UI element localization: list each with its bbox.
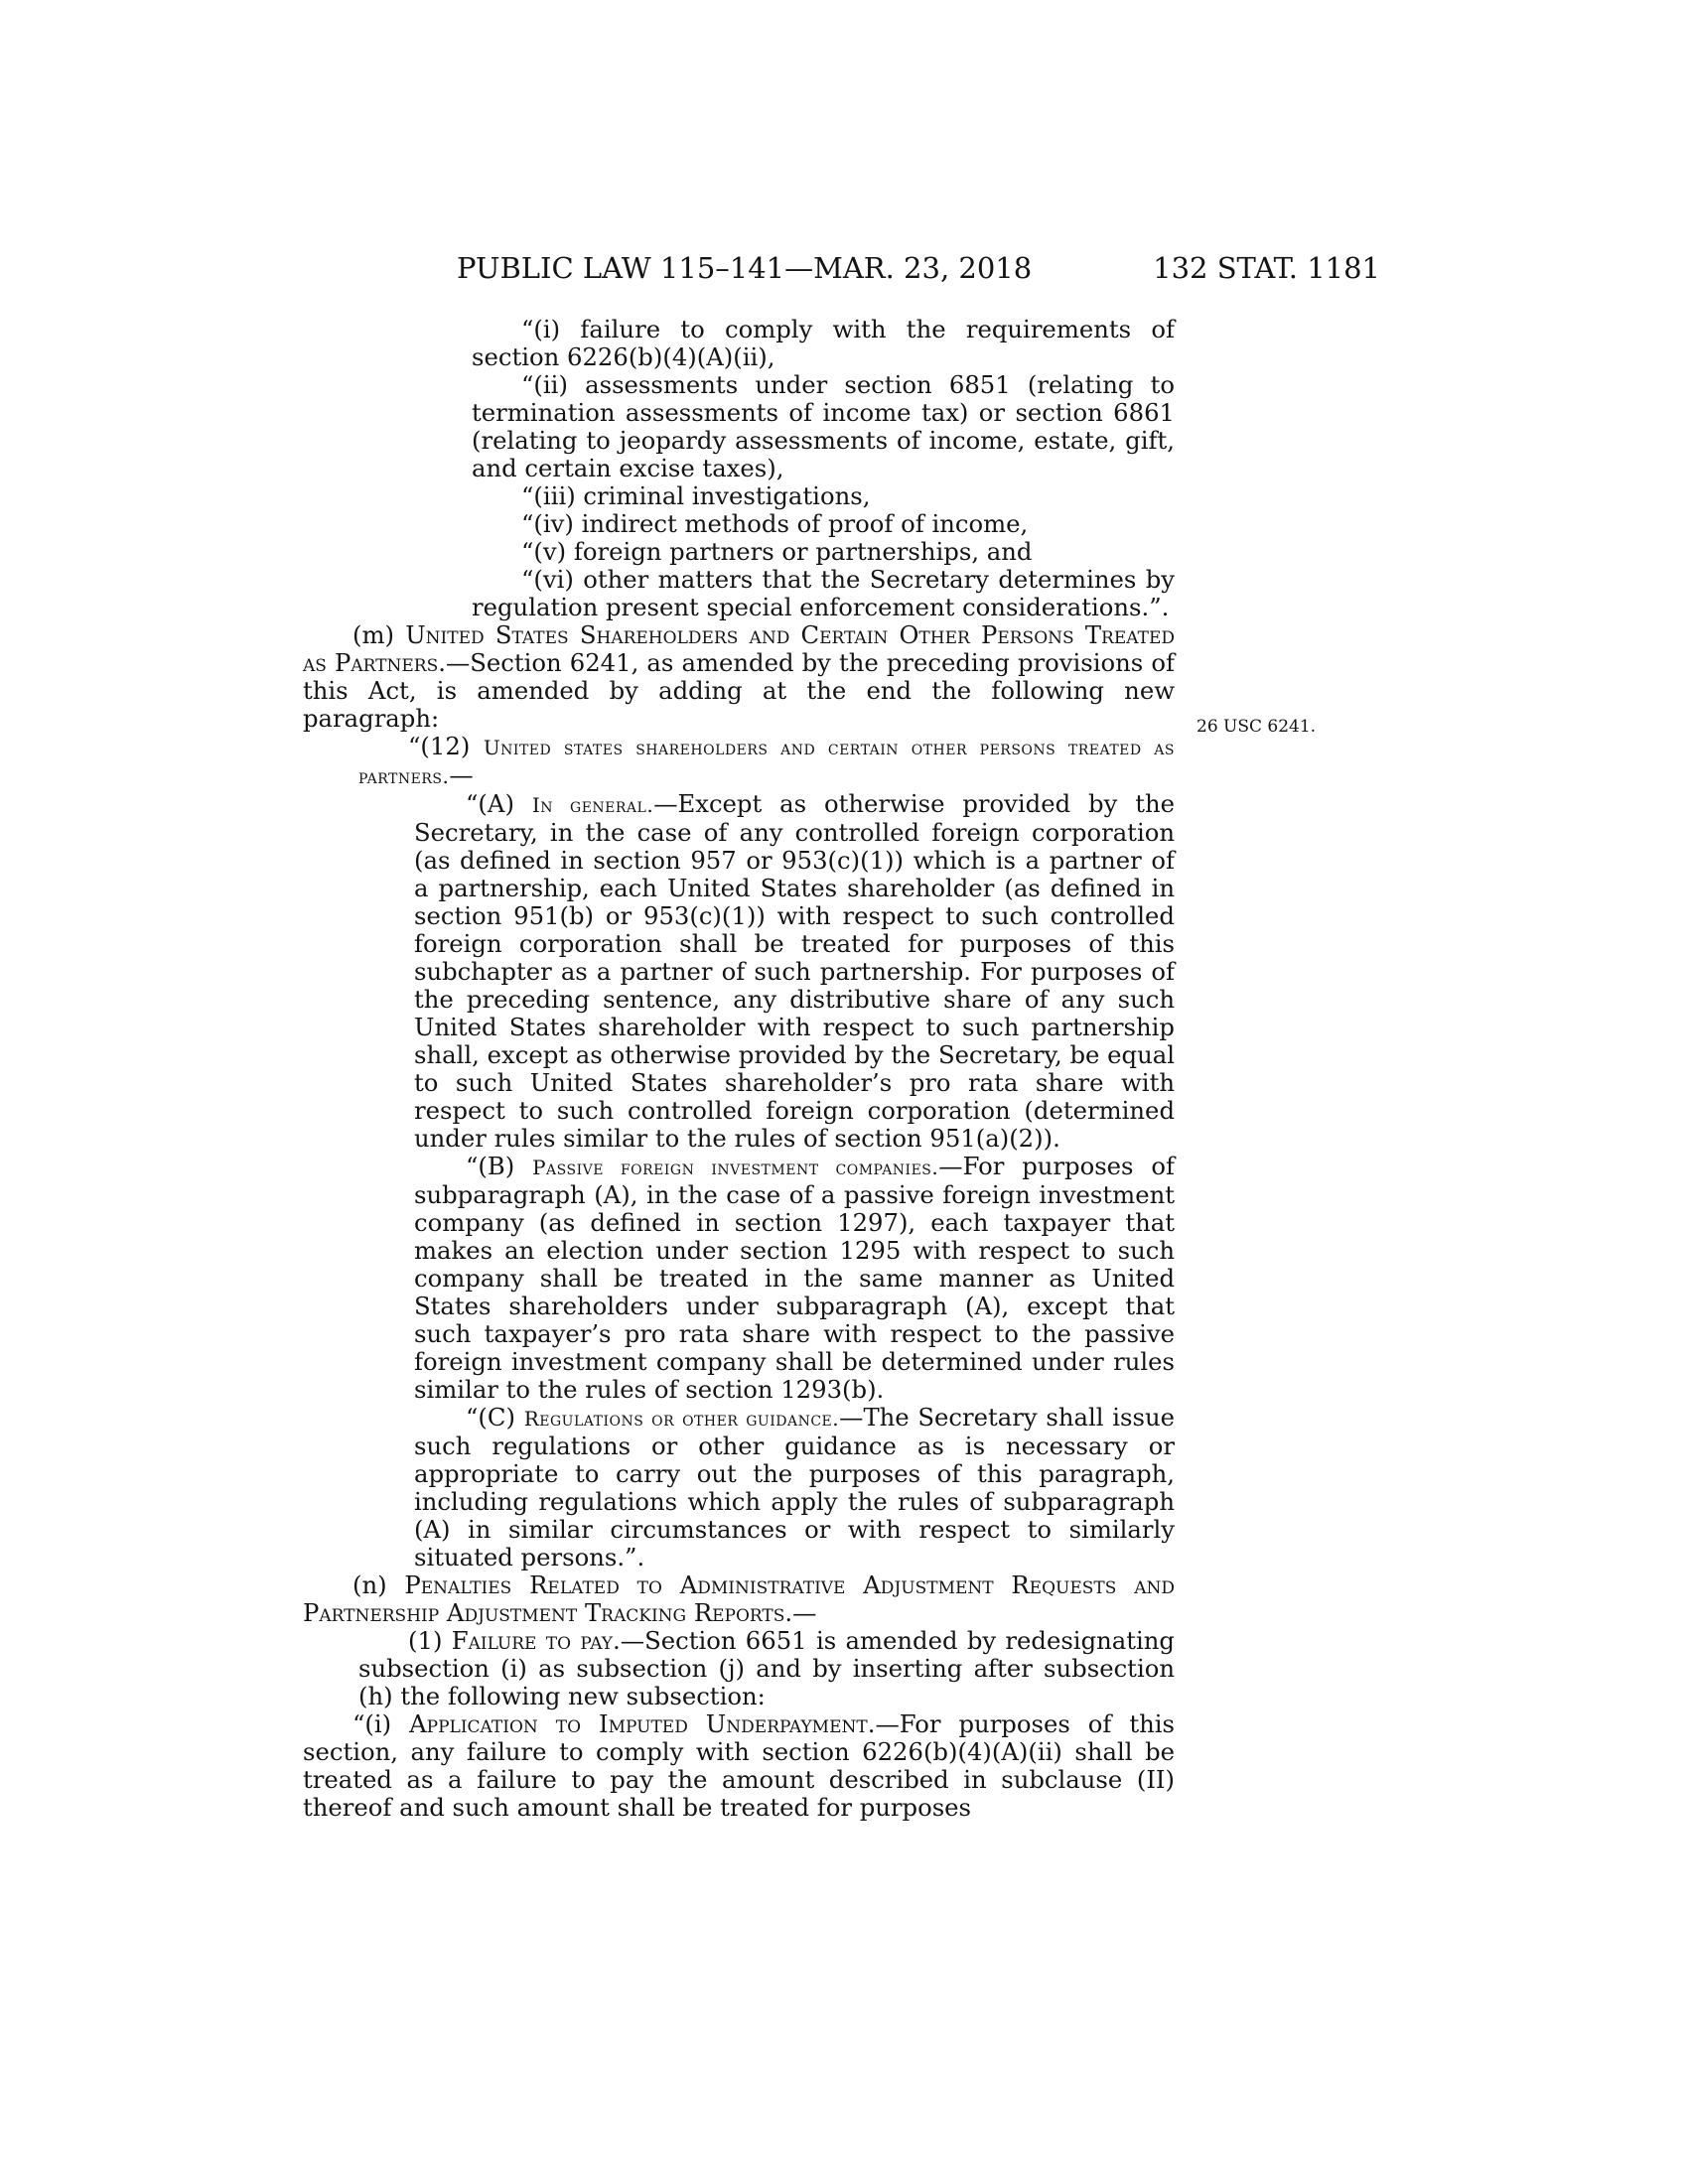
clause-v: “(v) foreign partners or partnerships, and <box>521 537 1033 566</box>
subparagraph-c <box>414 1404 1175 1571</box>
paragraph-12 <box>358 733 1175 790</box>
subparagraph-c-heading: Regulations or other guidance. <box>523 1407 840 1431</box>
clause-iii: “(iii) criminal investigations, <box>521 481 871 510</box>
paragraph-n1-heading: Failure to pay. <box>451 1626 621 1655</box>
subsection-m <box>303 621 1175 733</box>
page-header <box>457 248 1380 288</box>
subsection-n-lead: (n) <box>352 1570 405 1599</box>
paragraph-12-lead: “(12) <box>408 732 484 760</box>
paragraph-12-tail: — <box>449 760 474 789</box>
subparagraph-b-text: —For purposes of subparagraph (A), in the case of a passive foreign investment company (as defined in section 1297), each taxpayer that makes an election under section 1295 with respect to such company shall be treated in the same manner as United States shareholders under subparagraph (A), except that such taxpayer’s pro rata share with respect to the passive foreign investment company shall be determined under rules similar to the rules of section 1293(b). <box>414 1152 1175 1404</box>
clause-i: “(i) failure to comply with the requirements of section 6226(b)(4)(A)(ii), <box>472 315 1175 371</box>
subsection-n <box>303 1571 1175 1627</box>
subsection-m-heading: United States Shareholders and Certain Other Persons Treated as Partners. <box>303 620 1175 677</box>
paragraph-n1 <box>358 1627 1175 1710</box>
subparagraph-a-text: —Except as otherwise provided by the Secretary, in the case of any controlled foreign corporation (as defined in section 957 or 953(c)(1)) which is a partner of a partnership, each United States shareholder (as defined in section 951(b) or 953(c)(1)) with respect to such controlled foreign corporation shall be treated for purposes of this subchapter as a partner of such partnership. For purposes of the preceding sentence, any distributive share of any such United States shareholder with respect to such partnership shall, except as otherwise provided by the Secretary, be equal to such United States shareholder’s pro rata share with respect to such controlled foreign corporation (determined under rules similar to the rules of section 951(a)(2)). <box>414 789 1175 1153</box>
margin-citation: 26 USC 6241. <box>1196 717 1317 737</box>
clause-ii: “(ii) assessments under section 6851 (relating to termination assessments of income tax) or section 6861 (relating to jeopardy assessments of income, estate, gift, and certain excise taxes), <box>472 370 1175 482</box>
subparagraph-a <box>414 790 1175 1153</box>
law-title: PUBLIC LAW 115–141—MAR. 23, 2018 <box>457 251 1033 285</box>
subparagraph-c-text: —The Secretary shall issue such regulations or other guidance as is necessary or appropriate to carry out the purposes of this paragraph, including regulations which apply the rules of subparagraph (A) in similar circumstances or with respect to similarly situated persons.”. <box>414 1403 1175 1571</box>
subparagraph-b-heading: Passive foreign investment companies. <box>532 1156 939 1179</box>
statute-citation: 132 STAT. 1181 <box>1153 251 1380 285</box>
subsection-n-heading: Penalties Related to Administrative Adjustment Requests and Partnership Adjustment Tracking Reports. <box>303 1570 1175 1627</box>
subsection-i-new-lead: “(i) <box>352 1709 410 1738</box>
subsection-i-new-heading: Application to Imputed Underpayment. <box>409 1709 876 1738</box>
paragraph-12-heading: United states shareholders and certain other persons treated as partners. <box>358 736 1175 788</box>
paragraph-n1-lead: (1) <box>408 1626 452 1655</box>
subparagraph-a-lead: “(A) <box>466 789 532 818</box>
subsection-i-new-text: —For purposes of this section, any failure to comply with section 6226(b)(4)(A)(ii) shall be treated as a failure to pay the amount described in subclause (II) thereof and such amount shall be treated for purposes <box>303 1709 1176 1822</box>
clause-vi: “(vi) other matters that the Secretary determines by regulation present special enforcement considerations.”. <box>472 565 1175 621</box>
subparagraph-b <box>414 1153 1175 1404</box>
subsection-i-new <box>303 1710 1175 1822</box>
document-body <box>303 316 1175 1822</box>
clause-iv: “(iv) indirect methods of proof of income, <box>521 509 1029 538</box>
subsection-n-tail: — <box>792 1598 817 1627</box>
subparagraph-c-lead: “(C) <box>466 1403 524 1432</box>
subsection-m-lead: (m) <box>352 620 406 649</box>
paragraph-n1-text: —Section 6651 is amended by redesignating subsection (i) as subsection (j) and by inserting after subsection (h) the following new subsection: <box>358 1626 1175 1710</box>
subsection-m-text: —Section 6241, as amended by the preceding provisions of this Act, is amended by adding at the end the following new paragraph: <box>303 648 1175 733</box>
subparagraph-b-lead: “(B) <box>466 1152 533 1180</box>
subparagraph-a-heading: In general. <box>531 793 654 817</box>
